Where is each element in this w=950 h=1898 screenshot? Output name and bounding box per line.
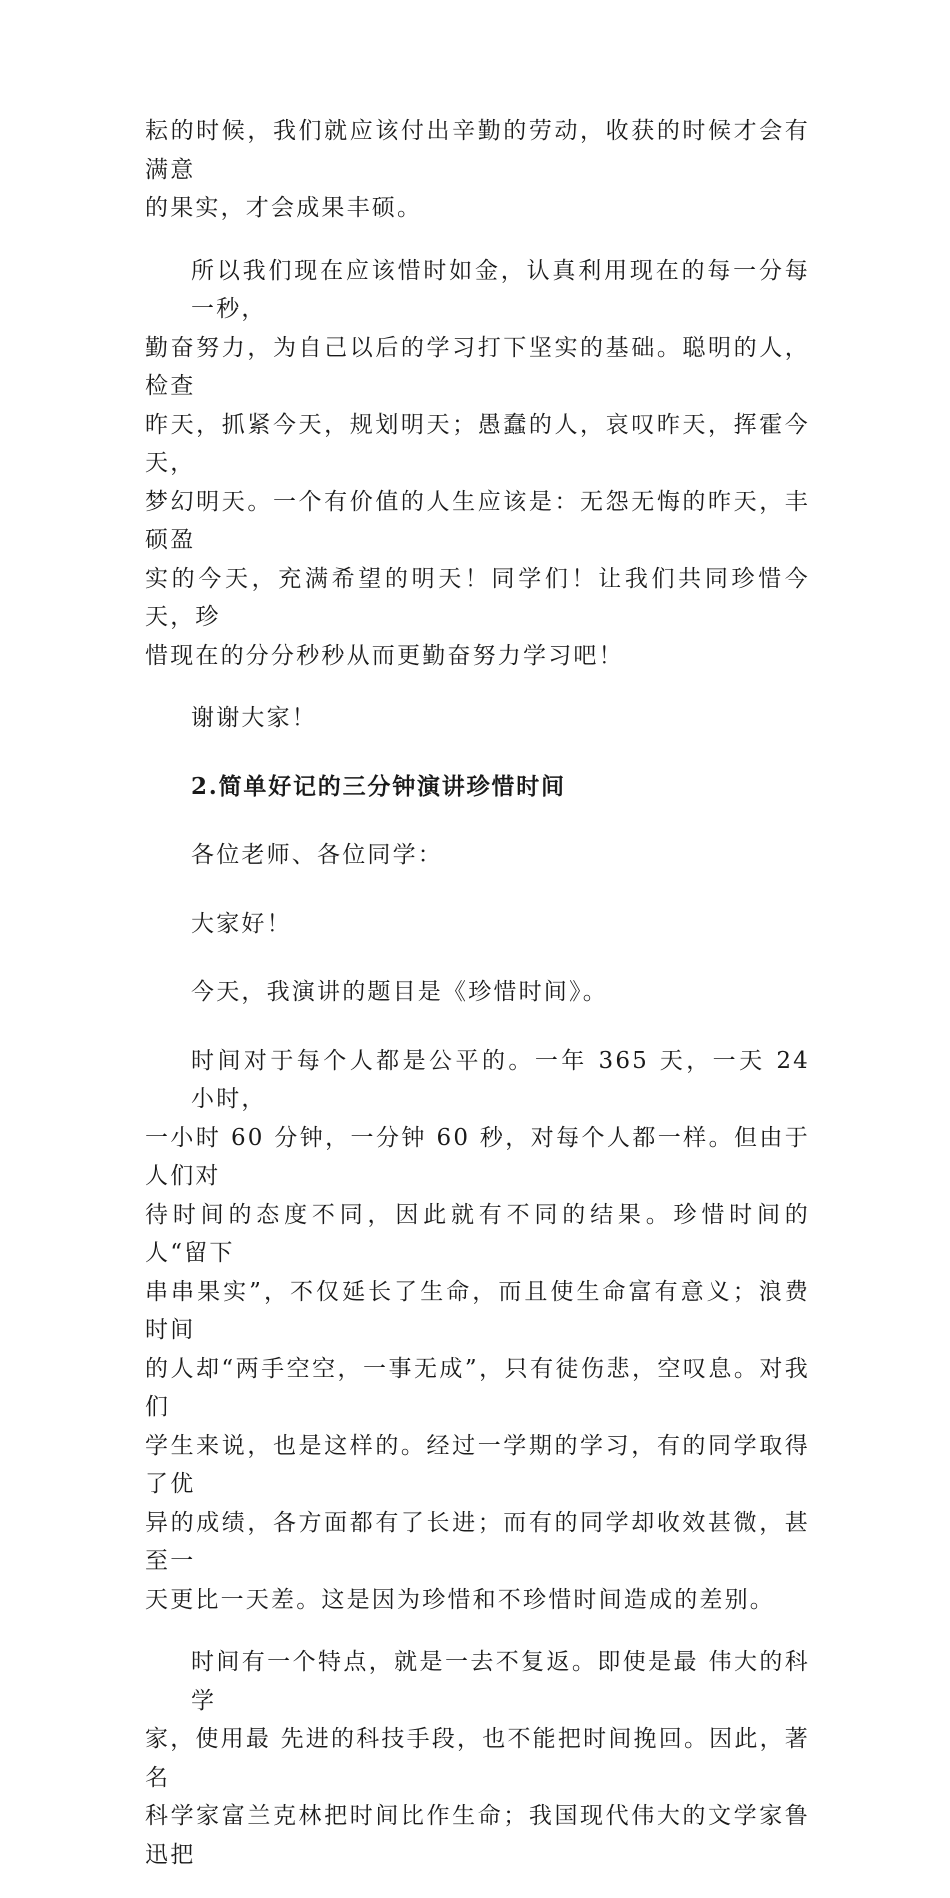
paragraph-2 bbox=[145, 252, 810, 676]
text-line: 惜现在的分分秒秒从而更勤奋努力学习吧！ bbox=[145, 642, 624, 669]
text-line: 异的成绩，各方面都有了长进；而有的同学却收效甚微，甚至一 bbox=[145, 1509, 810, 1574]
text-line: 科学家富兰克林把时间比作生命；我国现代伟大的文学家鲁迅把 bbox=[145, 1803, 810, 1868]
text-line: 的人却“两手空空，一事无成”，只有徒伤悲，空叹息。对我们 bbox=[145, 1355, 810, 1420]
text-line: 实的今天，充满希望的明天！同学们！让我们共同珍惜今天，珍 bbox=[145, 565, 810, 630]
text-line: 时间有一个特点，就是一去不复返。即使是最 伟大的科学 bbox=[191, 1649, 810, 1714]
text-line: 时间对于每个人都是公平的。一年 365 天，一天 24 小时， bbox=[191, 1047, 810, 1112]
text-line: 大家好！ bbox=[191, 910, 292, 937]
paragraph-time-fairness bbox=[145, 1042, 810, 1620]
text-line: 勤奋努力，为自己以后的学习打下坚实的基础。聪明的人，检查 bbox=[145, 334, 810, 399]
text-line: 所以我们现在应该惜时如金，认真利用现在的每一分每一秒， bbox=[191, 257, 810, 322]
text-line: 学生来说，也是这样的。经过一学期的学习，有的同学取得了优 bbox=[145, 1432, 810, 1497]
section-heading bbox=[145, 768, 810, 807]
document-page bbox=[145, 112, 810, 1898]
salutation bbox=[145, 836, 810, 875]
text-line: 待时间的态度不同，因此就有不同的结果。珍惜时间的人“留下 bbox=[145, 1201, 810, 1266]
text-line: 谢谢大家！ bbox=[191, 705, 317, 731]
text-line: 耘的时候，我们就应该付出辛勤的劳动，收获的时候才会有满意 bbox=[145, 118, 810, 183]
closing-thanks bbox=[145, 699, 810, 738]
text-line: 各位老师、各位同学： bbox=[191, 842, 443, 868]
text-line: 家，使用最 先进的科技手段，也不能把时间挽回。因此，著 名 bbox=[145, 1726, 810, 1791]
text-line: 天更比一天差。这是因为珍惜和不珍惜时间造成的差别。 bbox=[145, 1586, 775, 1613]
text-line: 一小时 60 分钟，一分钟 60 秒，对每个人都一样。但由于人们对 bbox=[145, 1124, 810, 1189]
greeting bbox=[145, 905, 810, 944]
text-line: 昨天，抓紧今天，规划明天；愚蠢的人，哀叹昨天，挥霍今天， bbox=[145, 411, 810, 476]
text-line: 串串果实”，不仅延长了生命，而且使生命富有意义；浪费时间 bbox=[145, 1278, 810, 1343]
paragraph-1 bbox=[145, 112, 810, 228]
text-line: 梦幻明天。一个有价值的人生应该是：无怨无悔的昨天，丰硕盈 bbox=[145, 488, 810, 553]
paragraph-time-irreversible bbox=[145, 1643, 810, 1874]
heading-text: 2.简单好记的三分钟演讲珍惜时间 bbox=[191, 772, 566, 800]
text-line: 今天，我演讲的题目是《珍惜时间》。 bbox=[191, 979, 608, 1005]
text-line: 的果实，才会成果丰硕。 bbox=[145, 195, 423, 221]
speech-topic bbox=[145, 973, 810, 1012]
